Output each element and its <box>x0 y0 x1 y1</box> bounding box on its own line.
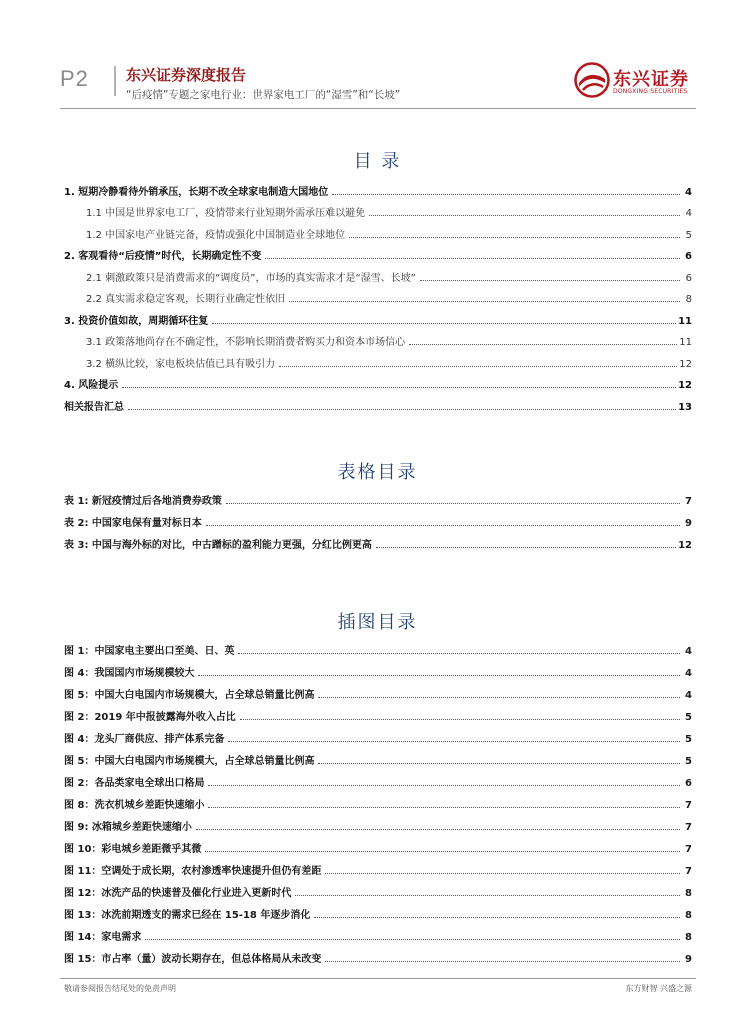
toc-entry-page: 12 <box>679 358 692 370</box>
figure-toc-entry-page: 5 <box>685 712 692 723</box>
toc-entry[interactable] <box>64 370 692 392</box>
figure-toc-entry-page: 4 <box>685 690 692 701</box>
figure-toc-entry-label: 图 8：洗衣机城乡差距快速缩小 <box>64 796 206 811</box>
toc-entry-label: 3. 投资价值如故，周期循环往复 <box>64 312 210 327</box>
toc-entry[interactable] <box>64 391 692 413</box>
toc-entry-page: 12 <box>678 380 692 391</box>
footer-rule <box>60 978 696 979</box>
dot-leader <box>289 301 680 302</box>
dot-leader <box>332 194 680 195</box>
figures-toc-list <box>64 635 692 965</box>
table-toc-entry-page: 9 <box>685 518 692 529</box>
toc-entry-page: 6 <box>685 251 692 262</box>
figure-toc-entry[interactable] <box>64 811 692 833</box>
table-toc-entry-label: 表 1: 新冠疫情过后各地消费券政策 <box>64 492 224 507</box>
footer-slogan: 东方财智 兴盛之源 <box>625 984 692 993</box>
toc-entry-page: 4 <box>685 208 692 219</box>
header-divider <box>114 66 116 96</box>
table-toc-entry-page: 7 <box>685 496 692 507</box>
figure-toc-entry[interactable] <box>64 767 692 789</box>
toc-entry-label: 1. 短期冷静看待外销承压，长期不改全球家电制造大国地位 <box>64 183 330 198</box>
footer-disclaimer[interactable]: 敬请参阅报告结尾处的免责声明 <box>64 984 176 993</box>
figure-toc-entry-page: 5 <box>685 756 692 767</box>
figure-toc-entry[interactable] <box>64 789 692 811</box>
dot-leader <box>145 939 680 940</box>
dot-leader <box>318 763 680 764</box>
toc-entry[interactable] <box>64 241 692 263</box>
header-rule <box>60 108 696 109</box>
toc-entry-page: 5 <box>685 229 692 241</box>
dot-leader <box>208 785 680 786</box>
dot-leader <box>420 280 680 281</box>
toc-entry[interactable] <box>64 262 692 284</box>
figure-toc-entry-label: 图 11：空调处于成长期，农村渗透率快速提升但仍有差距 <box>64 862 323 877</box>
toc-entry-page: 11 <box>679 337 692 348</box>
figure-toc-entry-label: 图 14：家电需求 <box>64 928 143 943</box>
table-toc-entry-label: 表 2: 中国家电保有量对标日本 <box>64 514 204 529</box>
toc-entry[interactable] <box>64 284 692 306</box>
figure-toc-entry-label: 图 4：我国国内市场规模较大 <box>64 664 196 679</box>
figure-toc-entry-page: 5 <box>685 734 692 745</box>
toc-entry-page: 4 <box>685 186 692 198</box>
figures-toc-title: 插图目录 <box>337 612 418 633</box>
dot-leader <box>212 323 676 324</box>
report-title: 东兴证券深度报告 <box>126 66 247 84</box>
dot-leader <box>198 675 680 676</box>
table-toc-entry-label: 表 3: 中国与海外标的对比，中古蹭标的盈利能力更强，分红比例更高 <box>64 536 374 551</box>
toc-entry[interactable] <box>64 305 692 327</box>
dot-leader <box>240 719 680 720</box>
dot-leader <box>314 917 680 918</box>
figure-toc-entry-page: 4 <box>685 668 692 679</box>
toc-entry-page: 6 <box>685 272 692 284</box>
figure-toc-entry-label: 图 2：2019 年中报披露海外收入占比 <box>64 708 238 723</box>
figure-toc-entry-page: 8 <box>685 888 692 899</box>
figure-toc-entry[interactable] <box>64 701 692 723</box>
figure-toc-entry[interactable] <box>64 855 692 877</box>
dot-leader <box>208 807 680 808</box>
table-toc-entry[interactable] <box>64 529 692 551</box>
dot-leader <box>238 653 680 654</box>
dot-leader <box>226 503 680 504</box>
dot-leader <box>376 547 676 548</box>
toc-entry[interactable] <box>64 219 692 241</box>
logo-name-en: DONGXING SECURITIES <box>613 88 688 95</box>
figure-toc-entry-label: 图 2：各品类家电全球出口格局 <box>64 774 206 789</box>
dot-leader <box>369 215 680 216</box>
figure-toc-entry[interactable] <box>64 877 692 899</box>
tables-toc-list <box>64 485 692 551</box>
figure-toc-entry-page: 7 <box>685 866 692 877</box>
figure-toc-entry[interactable] <box>64 723 692 745</box>
dot-leader <box>325 961 680 962</box>
dot-leader <box>122 387 676 388</box>
figure-toc-entry[interactable] <box>64 745 692 767</box>
toc-entry[interactable] <box>64 348 692 370</box>
dot-leader <box>318 697 680 698</box>
toc-entry[interactable] <box>64 176 692 198</box>
figure-toc-entry-page: 4 <box>685 646 692 657</box>
page-header <box>0 0 755 115</box>
figure-toc-entry[interactable] <box>64 943 692 965</box>
table-toc-entry-page: 12 <box>678 540 692 551</box>
dot-leader <box>265 258 680 259</box>
figure-toc-entry[interactable] <box>64 635 692 657</box>
figure-toc-entry-label: 图 12：冰洗产品的快速普及催化行业进入更新时代 <box>64 884 293 899</box>
toc-entry[interactable] <box>64 198 692 220</box>
figure-toc-entry[interactable] <box>64 833 692 855</box>
toc-entry-page: 8 <box>685 294 692 305</box>
figure-toc-entry[interactable] <box>64 899 692 921</box>
toc-entry-page: 11 <box>678 315 692 327</box>
dot-leader <box>409 344 677 345</box>
figure-toc-entry-label: 图 15：市占率（量）波动长期存在，但总体格局从未改变 <box>64 950 323 965</box>
page-number: P2 <box>60 66 89 91</box>
dot-leader <box>228 741 680 742</box>
figure-toc-entry-page: 9 <box>685 954 692 965</box>
dot-leader <box>325 873 680 874</box>
toc-entry[interactable] <box>64 327 692 349</box>
report-subtitle: “后疫情”专题之家电行业：世界家电工厂的“湿雪”和“长坡” <box>126 89 401 101</box>
dot-leader <box>206 525 680 526</box>
figure-toc-entry[interactable] <box>64 657 692 679</box>
figure-toc-entry-page: 7 <box>685 822 692 833</box>
toc-list <box>64 176 692 413</box>
toc-entry-label: 2. 客观看待“后疫情”时代，长期确定性不变 <box>64 247 263 262</box>
toc-entry-page: 13 <box>678 401 692 413</box>
toc-entry-label: 2.2 真实需求稳定客观，长期行业确定性依旧 <box>86 290 287 305</box>
dot-leader <box>196 829 680 830</box>
toc-entry-label: 3.2 横纵比较，家电板块估值已具有吸引力 <box>86 355 277 370</box>
dot-leader <box>349 237 680 238</box>
figure-toc-entry-page: 8 <box>685 932 692 943</box>
logo-mark-icon <box>574 62 610 98</box>
figure-toc-entry-page: 7 <box>685 844 692 855</box>
toc-entry-label: 4. 风险提示 <box>64 376 120 391</box>
figure-toc-entry-label: 图 1：中国家电主要出口至美、日、英 <box>64 642 236 657</box>
figure-toc-entry-label: 图 9: 冰箱城乡差距快速缩小 <box>64 818 194 833</box>
figure-toc-entry-label: 图 5：中国大白电国内市场规模大，占全球总销量比例高 <box>64 686 316 701</box>
figure-toc-entry-page: 7 <box>685 800 692 811</box>
toc-entry-label: 3.1 政策落地尚存在不确定性，不影响长期消费者购买力和资本市场信心 <box>86 333 407 348</box>
figure-toc-entry[interactable] <box>64 921 692 943</box>
table-toc-entry[interactable] <box>64 485 692 507</box>
figure-toc-entry-label: 图 4：龙头厂商供应、排产体系完备 <box>64 730 226 745</box>
table-toc-entry[interactable] <box>64 507 692 529</box>
figure-toc-entry-label: 图 13：冰洗前期透支的需求已经在 15-18 年逐步消化 <box>64 906 312 921</box>
toc-entry-label: 相关报告汇总 <box>64 398 126 413</box>
toc-entry-label: 1.2 中国家电产业链完备，疫情或强化中国制造业全球地位 <box>86 226 347 241</box>
logo-name-cn: 东兴证券 <box>613 69 689 90</box>
toc-entry-label: 1.1 中国是世界家电工厂，疫情带来行业短期外需承压难以避免 <box>86 204 367 219</box>
dot-leader <box>279 366 677 367</box>
company-logo <box>574 62 694 104</box>
figure-toc-entry-page: 8 <box>685 910 692 921</box>
dot-leader <box>295 895 680 896</box>
tables-toc-title: 表格目录 <box>337 462 418 483</box>
figure-toc-entry-label: 图 5：中国大白电国内市场规模大，占全球总销量比例高 <box>64 752 316 767</box>
figure-toc-entry-label: 图 10：彩电城乡差距微乎其微 <box>64 840 203 855</box>
toc-entry-label: 2.1 刺激政策只是消费需求的“调度员”，市场的真实需求才是“湿雪、长坡” <box>86 269 418 284</box>
toc-title: 目 录 <box>353 151 402 172</box>
figure-toc-entry-page: 6 <box>685 778 692 789</box>
figure-toc-entry[interactable] <box>64 679 692 701</box>
dot-leader <box>205 851 680 852</box>
dot-leader <box>128 409 676 410</box>
